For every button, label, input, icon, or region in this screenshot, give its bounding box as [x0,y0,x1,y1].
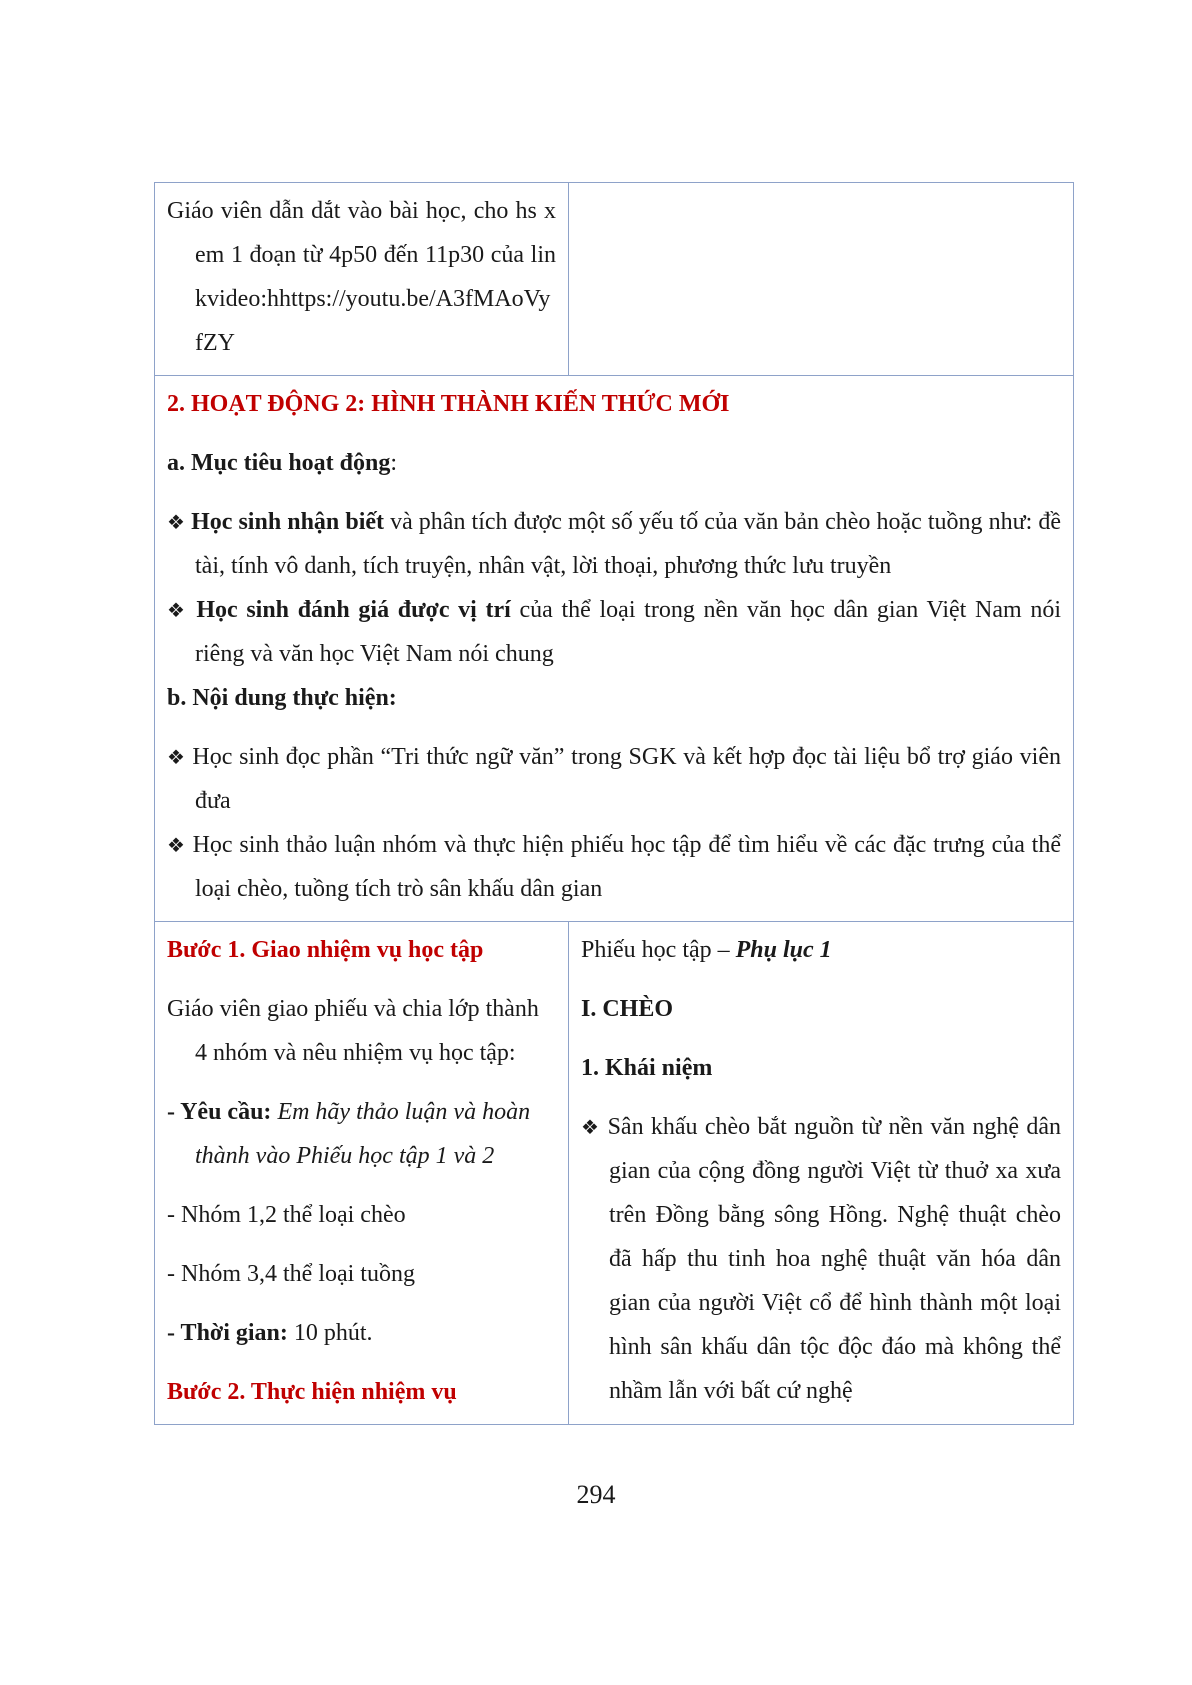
steps-row [155,921,1073,1424]
contents-title: b. Nội dung thực hiện: [167,685,397,711]
page-number: 294 [576,1480,616,1509]
intro-text: Giáo viên dẫn dắt vào bài học, cho hs xem 1 đoạn từ 4p50 đến 11p30 của linkvideo:hhttps://youtu.be/A3fMAoVyfZY [167,198,556,356]
activity2-cell [155,376,1073,921]
concept-text: ❖ Sân khấu chèo bắt nguồn từ nền văn nghệ dân gian của cộng đồng người Việt từ thuở xa xưa trên Đồng bằng sông Hồng. Nghệ thuật chèo đã hấp thu tinh hoa nghệ thuật văn hóa dân gian của người Việt cổ để hình thành một loại hình sân khấu dân tộc độc đáo mà không thể nhầm lẫn với bất cứ nghệ [581,1114,1062,1404]
step1-title: Bước 1. Giao nhiệm vụ học tập [167,937,484,963]
diamond-bullet-icon: ❖ [167,598,188,622]
activity2-row [155,375,1073,921]
worksheet-cell [569,922,1073,1424]
objective-item: ❖ Học sinh đánh giá được vị trí của thể loại trong nền văn học dân gian Việt Nam nói riêng và văn học Việt Nam nói chung [167,597,1062,667]
assign-text: Giáo viên giao phiếu và chia lớp thành 4 nhóm và nêu nhiệm vụ học tập: [167,996,539,1066]
intro-row [155,183,1073,375]
intro-right-cell [569,183,1073,375]
diamond-bullet-icon: ❖ [167,745,186,769]
worksheet-title: Phiếu học tập – Phụ lục 1 [581,937,832,963]
diamond-bullet-icon: ❖ [167,510,185,534]
lesson-table [154,182,1074,1425]
time-limit: - Thời gian: 10 phút. [167,1320,373,1346]
step2-title: Bước 2. Thực hiện nhiệm vụ [167,1379,457,1405]
group-34: - Nhóm 3,4 thể loại tuồng [167,1261,415,1287]
intro-left-cell [155,183,569,375]
objectives-title: a. Mục tiêu hoạt động: [167,450,398,476]
objective-item: ❖ Học sinh nhận biết và phân tích được một số yếu tố của văn bản chèo hoặc tuồng như: đề tài, tính vô danh, tích truyện, nhân vật, lời thoại, phương thức lưu truyền [167,509,1061,579]
cheo-section-title: I. CHÈO [581,996,674,1022]
diamond-bullet-icon: ❖ [167,833,186,857]
content-item: ❖ Học sinh đọc phần “Tri thức ngữ văn” trong SGK và kết hợp đọc tài liệu bổ trợ giáo viên đưa [167,744,1061,814]
activity2-heading: 2. HOẠT ĐỘNG 2: HÌNH THÀNH KIẾN THỨC MỚI [167,391,730,417]
steps-left-cell [155,922,569,1424]
diamond-bullet-icon: ❖ [581,1115,601,1139]
requirement: - Yêu cầu: Em hãy thảo luận và hoàn thành vào Phiếu học tập 1 và 2 [167,1099,531,1169]
content-item: ❖ Học sinh thảo luận nhóm và thực hiện phiếu học tập để tìm hiểu về các đặc trưng của thể loại chèo, tuồng tích trò sân khấu dân gian [167,832,1062,902]
group-12: - Nhóm 1,2 thể loại chèo [167,1202,406,1228]
concept-title: 1. Khái niệm [581,1055,713,1081]
